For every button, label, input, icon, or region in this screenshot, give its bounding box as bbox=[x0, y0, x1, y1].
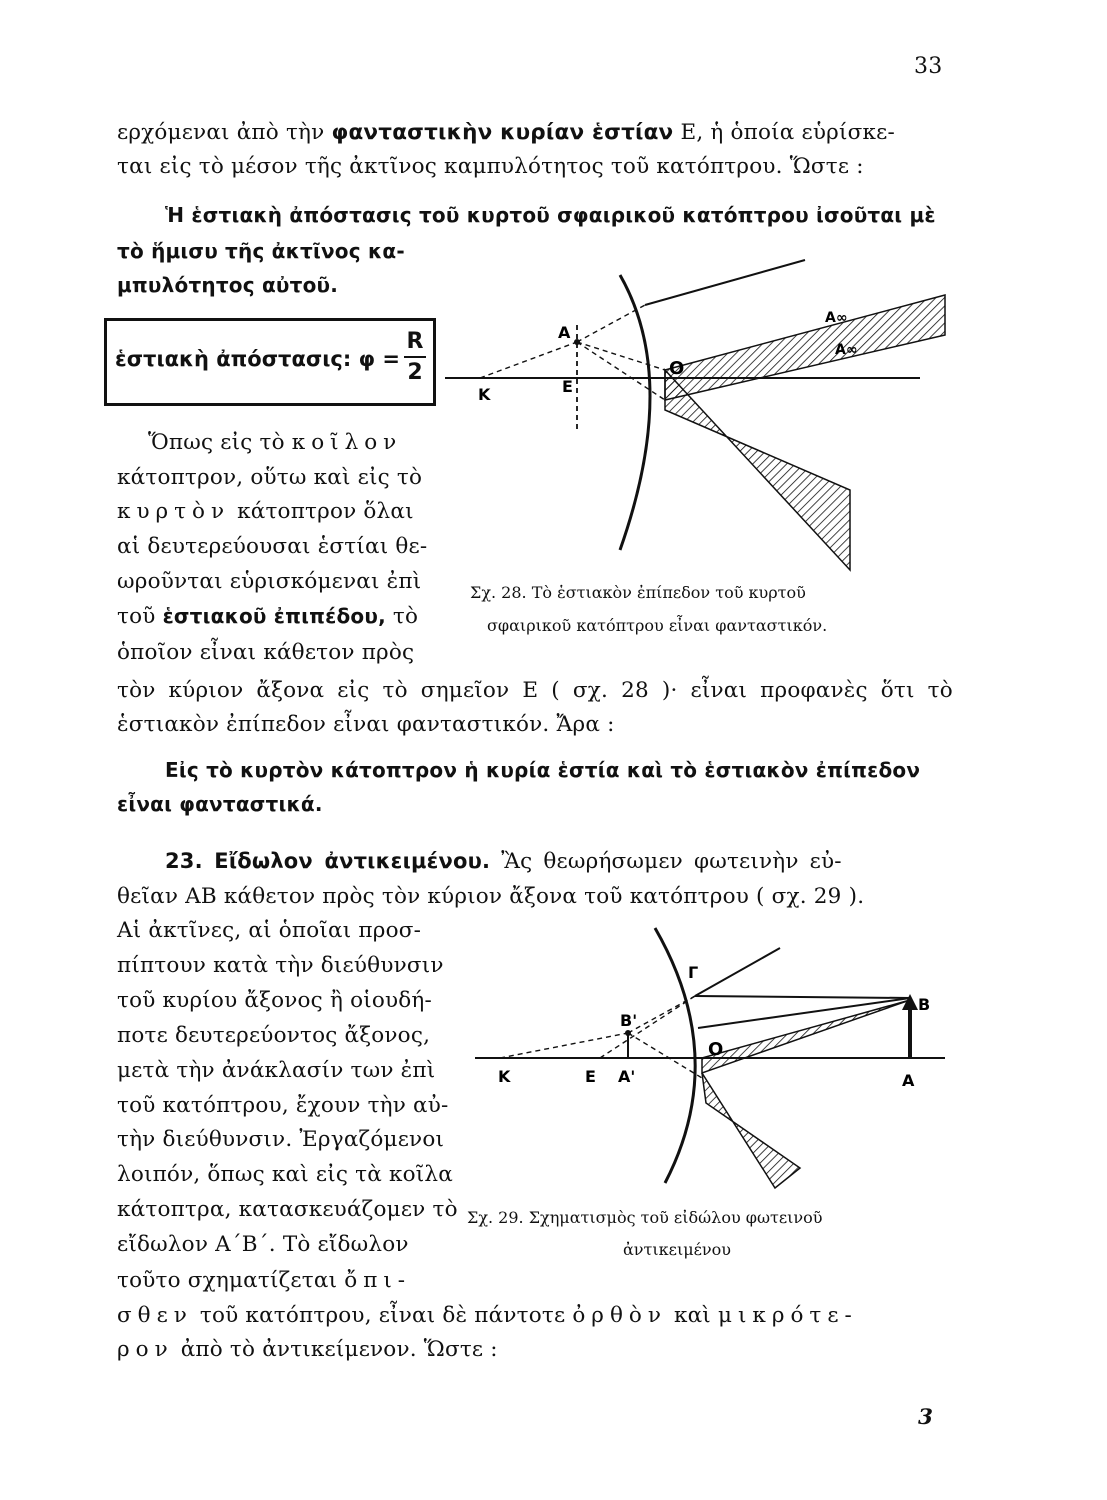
fig28-reflected-beam bbox=[665, 370, 850, 570]
section23-line-12: εἴδωλον Α΄Β΄. Τὸ εἴδωλον bbox=[117, 1232, 409, 1257]
section23-line-13-spaced: ὄπι- bbox=[344, 1268, 412, 1293]
fig29-label-E: E bbox=[585, 1067, 596, 1086]
para2-line-4: αἱ δευτερεύουσαι ἑστίαι θε- bbox=[117, 534, 428, 559]
fig29-ray-parallel bbox=[695, 996, 910, 998]
section23-line-6: ποτε δευτερεύοντος ἄξονος, bbox=[117, 1023, 431, 1048]
fig28-label-Ainf-2: A∞ bbox=[835, 342, 858, 358]
fig29-label-G: Γ bbox=[688, 963, 699, 982]
fig29-reflected-beam bbox=[702, 1073, 800, 1188]
fig28-caption-line-2: σφαιρικοῦ κατόπτρου εἶναι φανταστικόν. bbox=[487, 616, 828, 635]
section23-line-14-sp1: σθεν bbox=[117, 1303, 193, 1328]
para2-line-2: κάτοπτρον, οὕτω καὶ εἰς τὸ bbox=[117, 465, 423, 490]
para2-line-5: ωροῦνται εὑρισκόμεναι ἐπὶ bbox=[117, 569, 422, 594]
para2-line-6-bold: ἑστιακοῦ ἐπιπέδου, bbox=[162, 604, 386, 628]
section23-line-13-pre: τοῦτο σχηματίζεται bbox=[117, 1268, 338, 1293]
section23-line-15-text: ἀπὸ τὸ ἀντικείμενον. Ὥστε : bbox=[180, 1337, 498, 1362]
footer-mark: 3 bbox=[918, 1405, 934, 1430]
para2-line-6-post: τὸ bbox=[392, 604, 419, 629]
intro-line-1-post: Ε, ἡ ὁποία εὑρίσκε- bbox=[680, 120, 895, 145]
section23-line-5: τοῦ κυρίου ἄξονος ἢ οἱουδή- bbox=[117, 988, 432, 1013]
para2-line-6 bbox=[117, 604, 418, 629]
para2-line-1 bbox=[148, 430, 402, 455]
fig28-label-A: A bbox=[558, 323, 571, 342]
fig28-dashed-ray-3 bbox=[577, 342, 665, 400]
fig29-caption-line-2: ἀντικειμένου bbox=[623, 1240, 731, 1259]
section23-line-4: πίπτουν κατὰ τὴν διεύθυνσιν bbox=[117, 953, 444, 978]
formula-numerator: R bbox=[406, 329, 424, 354]
para2-line-1-text: Ὅπως εἰς τὸ bbox=[148, 430, 285, 455]
figure-29 bbox=[470, 918, 950, 1198]
fig29-dashed-ray-4 bbox=[628, 1033, 702, 1078]
section23-line-2: θεῖαν ΑΒ κάθετον πρὸς τὸν κύριον ἄξονα τοῦ κατόπτρου ( σχ. 29 ). bbox=[117, 884, 865, 909]
section23-line-1 bbox=[165, 849, 842, 874]
section23-line-9: τὴν διεύθυνσιν. Ἐργαζόμενοι bbox=[117, 1127, 445, 1152]
fig29-dashed-ray-1 bbox=[500, 1033, 628, 1058]
para2-line-3-spaced: κυρτὸν bbox=[117, 499, 231, 524]
section23-line-3: Αἱ ἀκτῖνες, αἱ ὁποῖαι προσ- bbox=[117, 918, 422, 943]
fig29-dashed-ray-2 bbox=[628, 996, 695, 1033]
fig28-label-Ainf: A∞ bbox=[825, 310, 848, 326]
fig28-label-E: E bbox=[562, 377, 573, 396]
fig29-incident-beam bbox=[702, 1000, 910, 1073]
rule1-line-1: Ἡ ἑστιακὴ ἀπόστασις τοῦ κυρτοῦ σφαιρικοῦ κατόπτρου ἰσοῦται μὲ bbox=[165, 203, 936, 227]
fig28-dashed-ray-4 bbox=[577, 342, 665, 370]
fig29-label-O: O bbox=[708, 1039, 724, 1060]
fig29-label-A1: A' bbox=[618, 1067, 636, 1086]
fig29-point-B1 bbox=[625, 1030, 631, 1036]
section23-heading: 23. Εἴδωλον ἀντικειμένου. bbox=[165, 849, 491, 873]
fig28-incident-beam bbox=[665, 295, 945, 400]
rule2-line-1: Εἰς τὸ κυρτὸν κάτοπτρον ἡ κυρία ἑστία καὶ τὸ ἑστιακὸν ἐπίπεδον bbox=[165, 758, 921, 782]
fig29-dashed-ray-3 bbox=[600, 996, 695, 1058]
section23-line-15 bbox=[117, 1337, 498, 1362]
section23-line-7: μετὰ τὴν ἀνάκλασίν των ἐπὶ bbox=[117, 1058, 436, 1083]
fig28-point-A bbox=[574, 339, 580, 345]
intro-line-1-pre: ερχόμεναι ἀπὸ τὴν bbox=[117, 120, 325, 145]
para2-line-6-pre: τοῦ bbox=[117, 604, 156, 629]
fig28-label-K: K bbox=[478, 385, 491, 404]
formula-denominator: 2 bbox=[407, 360, 423, 385]
fig29-caption-line-1: Σχ. 29. Σχηματισμὸς τοῦ εἰδώλου φωτεινοῦ bbox=[467, 1208, 823, 1227]
fig28-label-O: O bbox=[669, 358, 685, 379]
para2-line-9: ἑστιακὸν ἐπίπεδον εἶναι φανταστικόν. Ἄρα : bbox=[117, 712, 615, 737]
rule1-line-3: μπυλότητος αὐτοῦ. bbox=[117, 273, 339, 297]
fig29-ray-to-center bbox=[698, 998, 910, 1028]
para2-line-3 bbox=[117, 499, 414, 524]
section23-line-11: κάτοπτρα, κατασκευάζομεν τὸ bbox=[117, 1197, 458, 1222]
section23-line-10: λοιπόν, ὅπως καὶ εἰς τὰ κοῖλα bbox=[117, 1162, 453, 1187]
page-number: 33 bbox=[914, 54, 943, 79]
section23-line-1-text: Ἂς θεωρήσωμεν φωτεινὴν εὐ- bbox=[501, 849, 842, 874]
section23-line-14-mid2: καὶ bbox=[673, 1303, 711, 1328]
fig28-incident-ray bbox=[645, 260, 805, 305]
para2-line-3-text: κάτοπτρον ὅλαι bbox=[237, 499, 414, 524]
formula-fraction bbox=[404, 329, 426, 385]
figure-28 bbox=[440, 250, 960, 590]
fig29-label-A: A bbox=[902, 1071, 915, 1090]
fig28-dashed-ray-1 bbox=[480, 342, 577, 378]
fig29-label-B1: B' bbox=[620, 1011, 638, 1030]
para2-line-8: τὸν κύριον ἄξονα εἰς τὸ σημεῖον Ε ( σχ. 28 )· εἶναι προφανὲς ὅτι τὸ bbox=[117, 678, 953, 703]
formula-label: ἑστιακὴ ἀπόστασις: φ = bbox=[115, 347, 400, 371]
fig28-caption-line-1: Σχ. 28. Τὸ ἑστιακὸν ἐπίπεδον τοῦ κυρτοῦ bbox=[470, 583, 806, 602]
intro-line-2: ται εἰς τὸ μέσον τῆς ἀκτῖνος καμπυλότητος τοῦ κατόπτρου. Ὥστε : bbox=[117, 154, 864, 179]
intro-line-1 bbox=[117, 120, 895, 145]
fig29-label-B: B bbox=[918, 995, 931, 1014]
fig28-dashed-ray-2 bbox=[577, 305, 645, 342]
section23-line-8: τοῦ κατόπτρου, ἔχουν τὴν αὐ- bbox=[117, 1093, 449, 1118]
section23-line-14 bbox=[117, 1303, 858, 1328]
intro-line-1-bold: φανταστικὴν κυρίαν ἑστίαν bbox=[331, 120, 674, 145]
section23-line-14-sp3: μικρότε- bbox=[718, 1303, 858, 1328]
section23-line-15-spaced: ρον bbox=[117, 1337, 174, 1362]
para2-line-7: ὁποῖον εἶναι κάθετον πρὸς bbox=[117, 640, 415, 665]
para2-line-1-spaced: κοῖλον bbox=[291, 430, 403, 455]
section23-line-14-sp2: ὀρθὸν bbox=[572, 1303, 667, 1328]
fig29-ray-reflected bbox=[695, 948, 780, 996]
rule2-line-2: εἶναι φανταστικά. bbox=[117, 792, 323, 816]
section23-line-13 bbox=[117, 1268, 411, 1293]
fig29-label-K: K bbox=[498, 1067, 511, 1086]
rule1-line-2: τὸ ἥμισυ τῆς ἀκτῖνος κα- bbox=[117, 239, 405, 263]
section23-line-14-mid: τοῦ κατόπτρου, εἶναι δὲ πάντοτε bbox=[199, 1303, 566, 1328]
fraction-bar bbox=[404, 356, 426, 358]
formula-box bbox=[104, 318, 436, 406]
